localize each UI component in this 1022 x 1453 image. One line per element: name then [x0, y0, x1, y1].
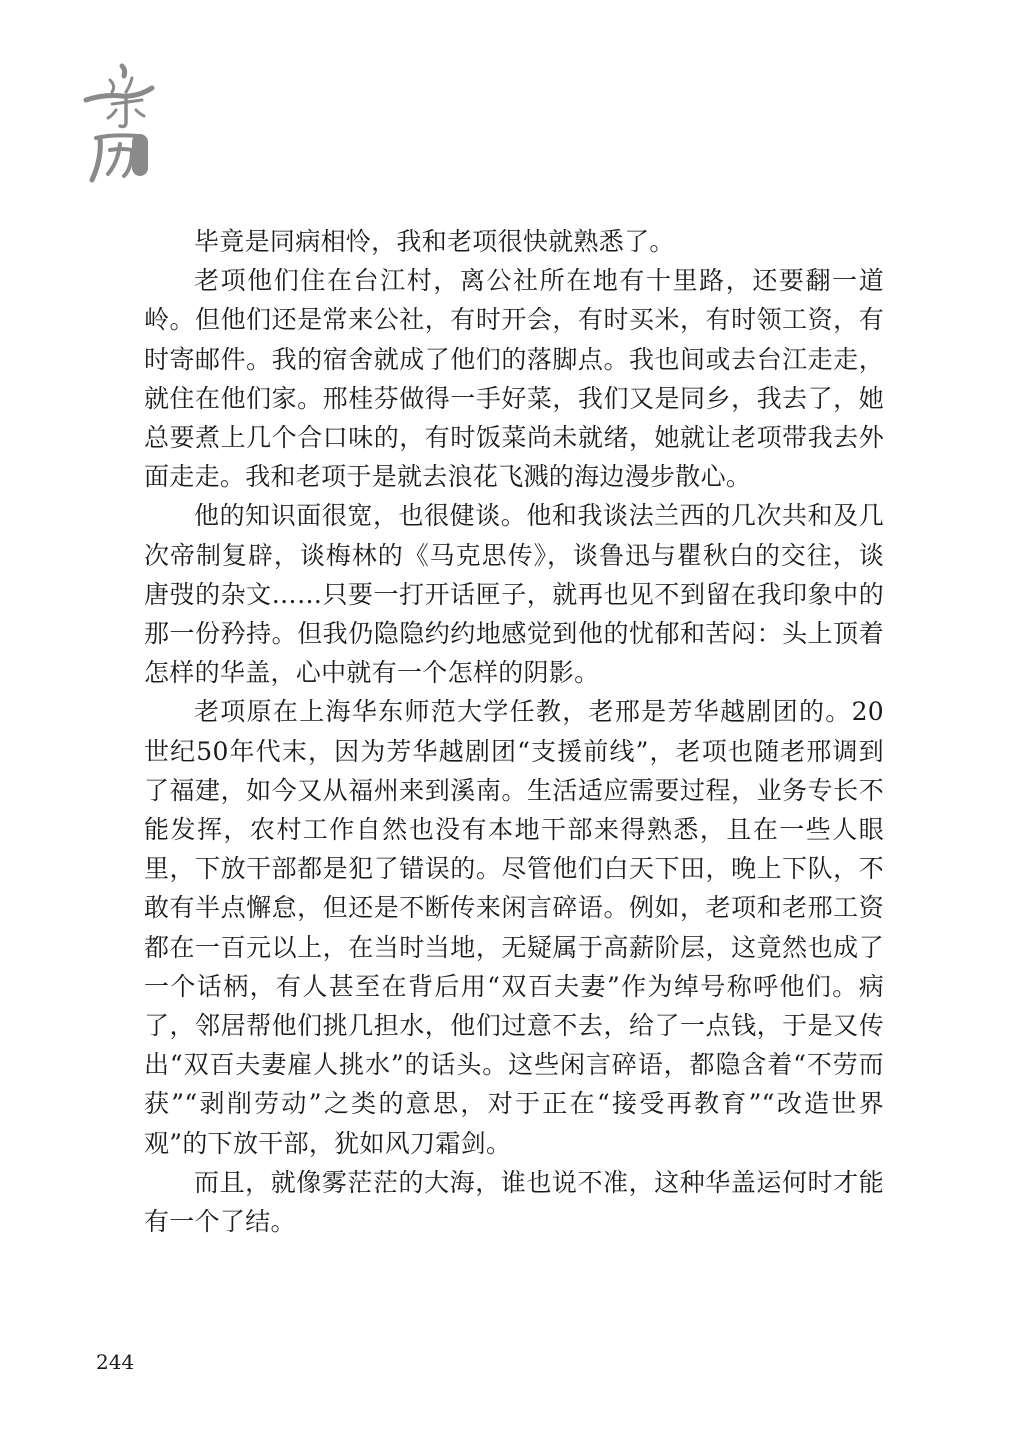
edition-seal-mark	[132, 134, 148, 176]
page-body	[144, 222, 884, 1241]
page-number: 244	[96, 1350, 135, 1374]
qinli-logo-icon	[82, 58, 162, 188]
paragraph: 老项原在上海华东师范大学任教，老邢是芳华越剧团的。20世纪50年代末，因为芳华越剧团“支援前线”，老项也随老邢调到了福建，如今又从福州来到溪南。生活适应需要过程，业务专长不能发挥，农村工作自然也没有本地干部来得熟悉，且在一些人眼里，下放干部都是犯了错误的。尽管他们白天下田，晚上下队，不敢有半点懈怠，但还是不断传来闲言碎语。例如，老项和老邢工资都在一百元以上，在当时当地，无疑属于高薪阶层，这竟然也成了一个话柄，有人甚至在背后用“双百夫妻”作为绰号称呼他们。病了，邻居帮他们挑几担水，他们过意不去，给了一点钱，于是又传出“双百夫妻雇人挑水”的话头。这些闲言碎语，都隐含着“不劳而获”“剥削劳动”之类的意思，对于正在“接受再教育”“改造世界观”的下放干部，犹如风刀霜剑。	[144, 697, 884, 1158]
paragraph: 而且，就像雾茫茫的大海，谁也说不准，这种华盖运何时才能有一个了结。	[144, 1167, 884, 1237]
paragraph: 老项他们住在台江村，离公社所在地有十里路，还要翻一道岭。但他们还是常来公社，有时开会，有时买米，有时领工资，有时寄邮件。我的宿舍就成了他们的落脚点。我也间或去台江走走，就住在他们家。邢桂芬做得一手好菜，我们又是同乡，我去了，她总要煮上几个合口味的，有时饭菜尚未就绪，她就让老项带我去外面走走。我和老项于是就去浪花飞溅的海边漫步散心。	[144, 266, 884, 492]
paragraph: 毕竟是同病相怜，我和老项很快就熟悉了。	[194, 227, 675, 256]
qinli-calligraphy-logo	[82, 58, 162, 188]
paragraph: 他的知识面很宽，也很健谈。他和我谈法兰西的几次共和及几次帝制复辟，谈梅林的《马克思传》，谈鲁迅与瞿秋白的交往，谈唐弢的杂文……只要一打开话匣子，就再也见不到留在我印象中的那一份矜持。但我仍隐隐约约地感觉到他的忧郁和苦闷：头上顶着怎样的华盖，心中就有一个怎样的阴影。	[144, 501, 884, 688]
